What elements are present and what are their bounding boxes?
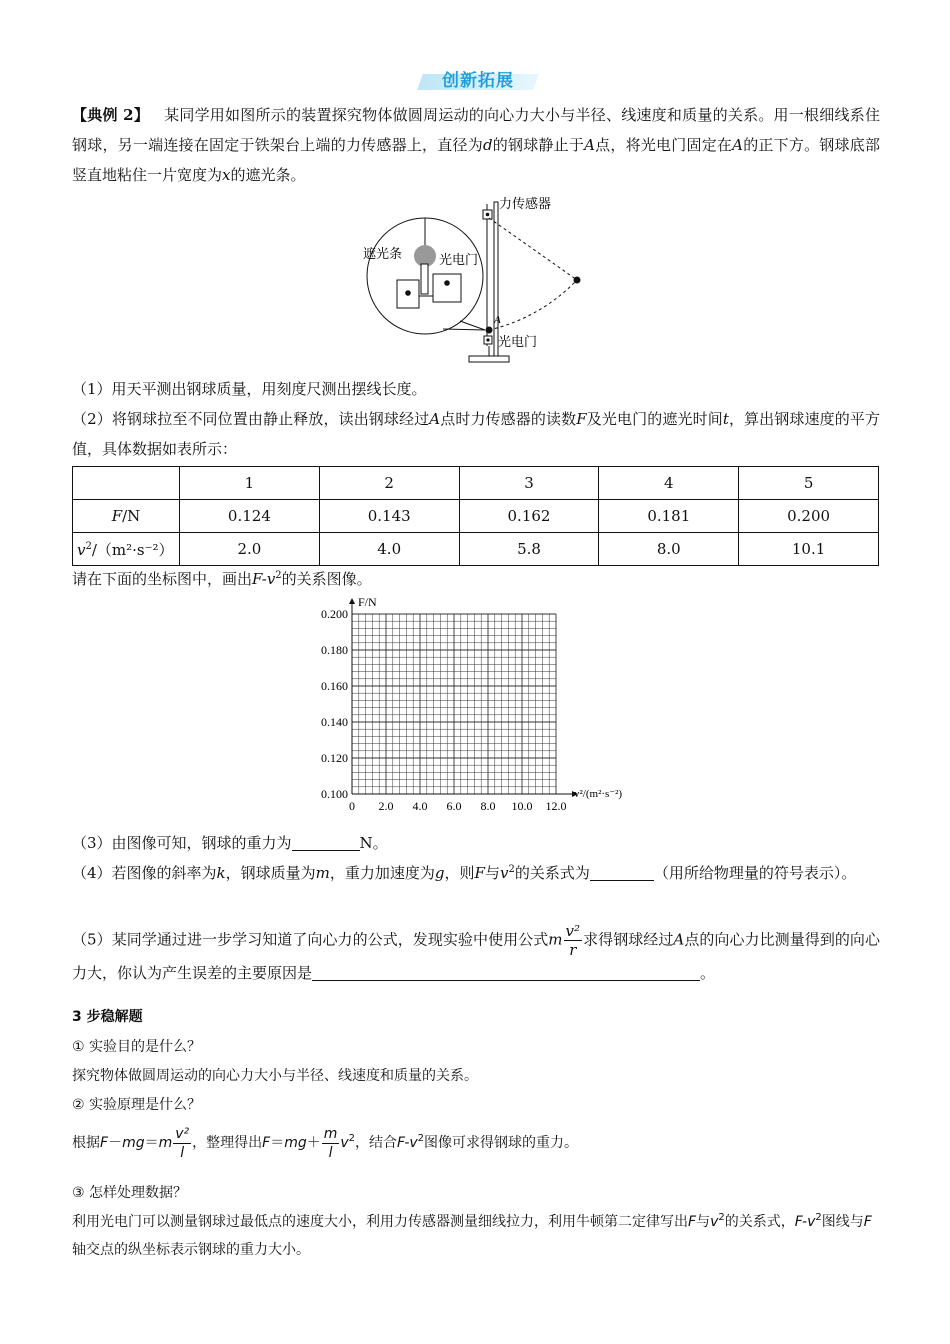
table-cell: 2.0	[180, 533, 320, 566]
a2-text: 根据	[72, 1135, 100, 1151]
prompt-text: 请在下面的坐标图中，画出	[72, 570, 253, 588]
table-cell: 5	[739, 467, 879, 500]
unit: /（m²·s⁻²）	[91, 540, 174, 559]
swing-arc	[489, 280, 577, 330]
denominator: l	[328, 1144, 333, 1161]
y-tick-label: 0.100	[321, 787, 348, 801]
step-2-text: 点时力传感器的读数	[440, 410, 577, 428]
banner-title: 创新拓展	[442, 71, 514, 91]
q4-text: ，钢球质量为	[225, 864, 316, 882]
q3-text: N。	[359, 834, 388, 852]
table-cell: 4	[599, 467, 739, 500]
var-f: F	[863, 1214, 872, 1230]
var-a: A	[732, 136, 743, 154]
q5-text: 。	[700, 964, 716, 982]
step-1-text: （1）用天平测出钢球质量，用刻度尺测出摆线长度。	[72, 380, 427, 398]
y-tick-label: 0.120	[321, 751, 348, 765]
stand-base	[469, 356, 509, 362]
solve-title	[72, 1004, 143, 1030]
y-tick-label: 0.180	[321, 643, 348, 657]
a2-text: －	[108, 1135, 123, 1151]
q4-text: ，重力加速度为	[329, 864, 435, 882]
example-text: 某同学用如图所示的装置探究物体做圆周运动的向心力大小与半径、线速度和质量的关系。用一根细线系住钢球，另一端连接在固定于铁架台上端的力传感器上，直径为	[72, 106, 880, 154]
var-v: v	[77, 540, 86, 559]
row-label-force	[73, 500, 180, 533]
step-2-text: ，算出钢球速度的平方值，具体数据如表所示：	[72, 410, 880, 458]
row-label-velocity	[73, 533, 180, 566]
numerator: v²	[175, 1125, 190, 1142]
var-x: x	[222, 166, 231, 184]
denominator: l	[180, 1144, 185, 1161]
solve-a3	[72, 1208, 880, 1264]
sensor-label: 力传感器	[499, 196, 552, 211]
a3-text: 的关系式，	[724, 1214, 795, 1230]
inset-pointer	[460, 321, 485, 330]
q4-text: 的关系式为	[514, 864, 590, 882]
table-cell	[73, 467, 180, 500]
numerator: m	[323, 1125, 338, 1142]
var-v: v	[710, 1214, 719, 1230]
a2-text: ，结合	[355, 1135, 398, 1151]
solve-q1: ① 实验目的是什么？	[72, 1039, 202, 1055]
step-2-text: 及光电门的遮光时间	[586, 410, 723, 428]
var-k: k	[216, 864, 226, 882]
var-a: A	[429, 410, 441, 428]
point-a-label: A	[494, 314, 501, 326]
inset-gate-right-dot	[444, 280, 450, 286]
question-5	[72, 922, 880, 987]
x-tick-label: 8.0	[480, 799, 496, 813]
sup: 2	[85, 540, 92, 552]
inset-strip	[421, 264, 428, 294]
solve-a1: 探究物体做圆周运动的向心力大小与半径、线速度和质量的关系。	[72, 1068, 478, 1084]
prompt-text: 的关系图像。	[281, 570, 372, 588]
sup: 2	[348, 1133, 356, 1144]
x-tick-label: 4.0	[412, 799, 428, 813]
string-swing	[489, 218, 577, 280]
var-f: F	[688, 1214, 697, 1230]
var-fv: F-v	[252, 570, 276, 588]
a3-text: 图线与	[821, 1214, 864, 1230]
table-cell: 0.124	[180, 500, 320, 533]
var-v: v	[499, 864, 509, 882]
q3-text: （3）由图像可知，钢球的重力为	[72, 834, 292, 852]
q4-text: 与	[484, 864, 500, 882]
numerator: v²	[565, 922, 581, 940]
data-table	[72, 466, 879, 566]
answer-blank[interactable]	[312, 964, 700, 981]
var-fv: F-v	[794, 1214, 816, 1230]
a3-text: 利用光电门可以测量钢球过最低点的速度大小，利用力传感器测量细线拉力，利用牛顿第二定律写出	[72, 1214, 688, 1230]
gate-label: 光电门	[498, 334, 538, 349]
solve-q3: ③ 怎样处理数据？	[72, 1185, 188, 1201]
a2-text: ＋	[306, 1135, 321, 1151]
question-3	[72, 828, 880, 858]
answer-blank[interactable]	[292, 834, 360, 851]
denominator: r	[569, 941, 577, 959]
section-banner	[420, 66, 536, 94]
ball-at-a	[486, 327, 493, 334]
var-f: F	[262, 1135, 271, 1151]
example-text: 的正下方。钢球底部竖直地粘住一片宽度为	[72, 136, 880, 184]
step-1	[72, 374, 880, 404]
fraction	[173, 1125, 191, 1162]
solve-a2	[72, 1124, 578, 1162]
a2-text: ＝	[270, 1135, 285, 1151]
step-2-text: （2）将钢球拉至不同位置由静止释放，读出钢球经过	[72, 410, 430, 428]
x-tick-label: 10.0	[511, 799, 533, 813]
force-sensor-dot	[486, 213, 490, 217]
example-label: 【典例 2】	[72, 106, 150, 124]
table-header-row	[73, 467, 879, 500]
step-2	[72, 404, 880, 464]
var-m: m	[158, 1135, 173, 1151]
y-tick-label: 0.200	[321, 607, 348, 621]
x-tick-label: 12.0	[545, 799, 567, 813]
table-cell: 0.200	[739, 500, 879, 533]
solve-title-text: 3 步稳解题	[72, 1009, 143, 1025]
var-d: d	[482, 136, 493, 154]
inset-gate-right	[433, 274, 461, 302]
inset-gate-label: 光电门	[439, 252, 479, 267]
inset-pointer	[443, 329, 485, 330]
a3-text: 轴交点的纵坐标表示钢球的重力大小。	[72, 1242, 310, 1258]
q5-text: 点的向心力比测量得到的向心力大，你认为产生误差的主要原因是	[72, 930, 880, 982]
table-cell: 0.143	[319, 500, 459, 533]
solve-q2: ② 实验原理是什么？	[72, 1097, 202, 1113]
example-paragraph	[72, 100, 880, 190]
table-cell: 2	[319, 467, 459, 500]
inset-gate-left-dot	[405, 290, 411, 296]
example-text: 点，将光电门固定在	[594, 136, 733, 154]
x-tick-label: 6.0	[446, 799, 462, 813]
var-f: F	[111, 507, 123, 525]
question-4	[72, 858, 880, 888]
var-v: v	[340, 1135, 349, 1151]
table-row-velocity	[73, 533, 879, 566]
y-tick-label: 0.140	[321, 715, 348, 729]
var-f: F	[100, 1135, 109, 1151]
var-mg: mg	[122, 1135, 145, 1151]
table-cell: 3	[459, 467, 599, 500]
table-row-force	[73, 500, 879, 533]
y-tick-label: 0.160	[321, 679, 348, 693]
table-cell: 5.8	[459, 533, 599, 566]
answer-blank[interactable]	[590, 864, 654, 881]
grid-chart	[300, 598, 650, 820]
x-tick-label: 2.0	[378, 799, 394, 813]
table-cell: 8.0	[599, 533, 739, 566]
a2-text: ＝	[144, 1135, 159, 1151]
x-axis-title: v²/(m²·s⁻²)	[574, 788, 623, 800]
q4-text: ，则	[444, 864, 475, 882]
example-text: 的遮光条。	[230, 166, 306, 184]
sup: 2	[718, 1212, 725, 1223]
table-cell: 1	[180, 467, 320, 500]
sup: 2	[815, 1212, 822, 1223]
var-a: A	[584, 136, 595, 154]
var-mg: mg	[284, 1135, 307, 1151]
sup: 2	[275, 570, 282, 581]
table-cell: 0.181	[599, 500, 739, 533]
var-t: t	[722, 410, 729, 428]
var-m: m	[548, 930, 563, 949]
fraction	[564, 922, 583, 959]
q4-text: （4）若图像的斜率为	[72, 864, 217, 882]
a2-text: 图像可求得钢球的重力。	[424, 1135, 579, 1151]
var-fv: F-v	[397, 1135, 418, 1151]
table-cell: 10.1	[739, 533, 879, 566]
q5-text: 求得钢球经过	[583, 930, 674, 949]
q4-text: （用所给物理量的符号表示）。	[653, 864, 857, 882]
var-m: m	[315, 864, 330, 882]
apparatus-figure	[355, 196, 615, 366]
strip-label: 遮光条	[363, 246, 403, 261]
table-cell: 0.162	[459, 500, 599, 533]
ball-raised	[574, 277, 581, 284]
var-g: g	[434, 864, 445, 882]
fraction	[322, 1125, 340, 1162]
unit: /N	[122, 507, 141, 525]
photogate-dot	[486, 338, 489, 341]
y-axis-title: F/N	[358, 598, 377, 609]
var-f: F	[576, 410, 587, 428]
sup: 2	[508, 864, 515, 875]
a3-text: 与	[696, 1214, 711, 1230]
example-text: 的钢球静止于	[492, 136, 585, 154]
stand-rod	[494, 202, 498, 356]
table-cell: 4.0	[319, 533, 459, 566]
var-a: A	[673, 930, 685, 949]
a2-text: ，整理得出	[192, 1135, 263, 1151]
y-axis-arrow	[349, 598, 355, 604]
var-f: F	[474, 864, 485, 882]
plot-prompt	[72, 564, 880, 594]
q5-text: （5）某同学通过进一步学习知道了向心力的公式，发现实验中使用公式	[72, 930, 549, 949]
sup: 2	[417, 1133, 425, 1144]
x-tick-label: 0	[349, 799, 355, 813]
